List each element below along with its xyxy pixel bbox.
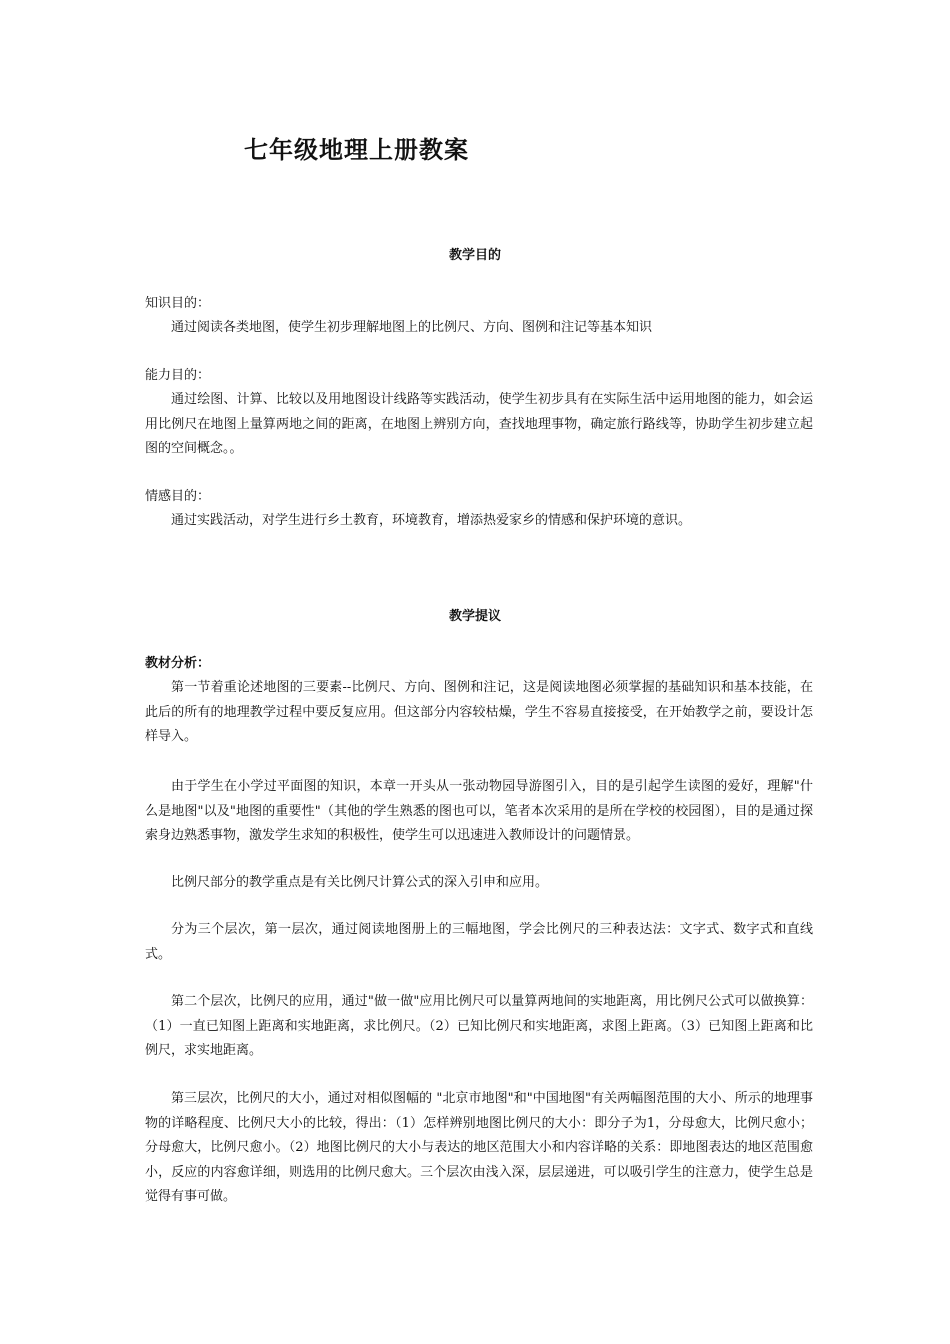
material-analysis-block: [145, 652, 813, 750]
knowledge-goal-text: 通过阅读各类地图，使学生初步理解地图上的比例尺、方向、图例和注记等基本知识: [171, 320, 653, 335]
material-analysis-paragraph-block: [145, 1087, 813, 1210]
material-analysis-paragraph-block: [145, 918, 813, 967]
ability-goal-text: 通过绘图、计算、比较以及用地图设计线路等实践活动，使学生初步具有在实际生活中运用地图的能力，如会运用比例尺在地图上量算两地之间的距离，在地图上辨别方向，查找地理事物，确定旅行路线等，协助学生初步建立起图的空间概念。。: [145, 392, 813, 456]
material-analysis-paragraph: 第三层次，比例尺的大小，通过对相似图幅的 "北京市地图"和"中国地图"有关两幅图范围的大小、所示的地理事物的详略程度、比例尺大小的比较，得出：（1）怎样辨别地图比例尺的大小：即分子为1，分母愈大，比例尺愈小；分母愈大，比例尺愈小。（2）地图比例尺的大小与表达的地区范围大小和内容详略的关系：即地图表达的地区范围愈小，反应的内容愈详细，则选用的比例尺愈大。三个层次由浅入深，层层递进，可以吸引学生的注意力，使学生总是觉得有事可做。: [145, 1091, 813, 1204]
material-analysis-paragraph: 分为三个层次，第一层次，通过阅读地图册上的三幅地图，学会比例尺的三种表达法：文字式、数字式和直线式。: [145, 922, 813, 962]
material-analysis-paragraph-block: [145, 871, 813, 896]
material-analysis-paragraph-block: [145, 990, 813, 1064]
material-analysis-paragraph: 第二个层次，比例尺的应用，通过"做一做"应用比例尺可以量算两地间的实地距离，用比例尺公式可以做换算：（1）一直已知图上距离和实地距离，求比例尺。（2）已知比例尺和实地距离，求图上距离。（3）已知图上距离和比例尺，求实地距离。: [145, 994, 813, 1058]
document-title: 七年级地理上册教案: [244, 135, 469, 164]
ability-goal-block: [145, 364, 813, 462]
emotion-goal-label: 情感目的：: [145, 489, 211, 504]
material-analysis-paragraph: 比例尺部分的教学重点是有关比例尺计算公式的深入引申和应用。: [171, 875, 549, 890]
emotion-goal-text: 通过实践活动，对学生进行乡土教育，环境教育，增添热爱家乡的情感和保护环境的意识。: [171, 513, 692, 528]
section-heading-teaching-suggestions: 教学提议: [448, 609, 501, 624]
material-analysis-paragraph-block: [145, 775, 813, 849]
material-analysis-paragraph: 第一节着重论述地图的三要素--比例尺、方向、图例和注记，这是阅读地图必须掌握的基础知识和基本技能，在此后的所有的地理教学过程中要反复应用。但这部分内容较枯燥，学生不容易直接接受，在开始教学之前，要设计怎样导入。: [145, 680, 813, 744]
knowledge-goal-block: [145, 292, 813, 341]
material-analysis-paragraph: 由于学生在小学过平面图的知识，本章一开头从一张动物园导游图引入，目的是引起学生读图的爱好，理解"什么是地图"以及"地图的重要性"（其他的学生熟悉的图也可以，笔者本次采用的是所在学校的校园图），目的是通过探索身边熟悉事物，激发学生求知的积极性，使学生可以迅速进入教师设计的问题情景。: [145, 779, 813, 843]
ability-goal-label: 能力目的：: [145, 368, 211, 383]
emotion-goal-block: [145, 485, 813, 534]
knowledge-goal-label: 知识目的：: [145, 296, 211, 311]
material-analysis-label: 教材分析：: [145, 656, 211, 671]
section-heading-teaching-goals: 教学目的: [448, 248, 501, 263]
